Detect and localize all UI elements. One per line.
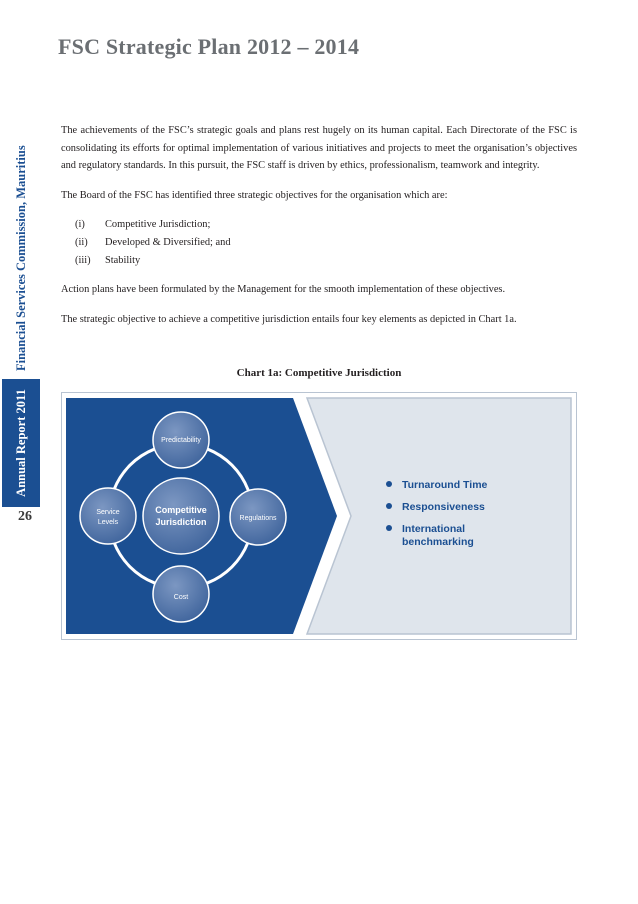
list-item-number: (ii) bbox=[75, 236, 88, 248]
list-item-number: (i) bbox=[75, 219, 85, 231]
node-service-levels bbox=[80, 488, 136, 544]
bullet-international: International bbox=[402, 523, 466, 535]
list-item bbox=[61, 216, 577, 234]
page-title: FSC Strategic Plan 2012 – 2014 bbox=[58, 34, 360, 59]
service-levels-label-line2: Levels bbox=[97, 519, 119, 526]
bullet-dot bbox=[386, 503, 392, 509]
list-item-text: Developed & Diversified; and bbox=[105, 236, 231, 248]
bullet-benchmarking: benchmarking bbox=[402, 536, 474, 548]
body-text bbox=[61, 122, 577, 340]
page-number: 26 bbox=[18, 509, 32, 524]
node-cost bbox=[153, 566, 209, 622]
bullet-responsiveness: Responsiveness bbox=[402, 501, 485, 513]
paragraph-key-elements: The strategic objective to achieve a competitive jurisdiction entails four key elements as depicted in Chart 1a. bbox=[61, 313, 517, 325]
cost-label: Cost bbox=[173, 594, 189, 601]
service-levels-label-line1: Service bbox=[96, 509, 120, 516]
regulations-label: Regulations bbox=[239, 515, 277, 522]
competitive-jurisdiction-diagram bbox=[61, 392, 577, 640]
bullet-turnaround-time: Turnaround Time bbox=[402, 479, 488, 491]
objectives-list bbox=[61, 216, 577, 269]
list-item-text: Stability bbox=[105, 254, 141, 266]
list-item-text: Competitive Jurisdiction; bbox=[105, 219, 211, 231]
paragraph-human-capital: The achievements of the FSC’s strategic goals and plans rest hugely on its human capital. Each Directorate of the FSC is consolidating its efforts for optimal implementation of various initiatives and projects to meet the organisation’s objectives and regulatory standards. In this pursuit, the FSC staff is driven by ethics, professionalism, teamwork and integrity. bbox=[61, 125, 577, 172]
organisation-label: Financial Services Commission, Mauritius bbox=[13, 145, 28, 371]
bullet-dot bbox=[386, 525, 392, 531]
center-label-line2: Jurisdiction bbox=[155, 517, 207, 527]
node-predictability bbox=[153, 412, 209, 468]
list-item bbox=[61, 252, 577, 270]
annual-report-label: Annual Report 2011 bbox=[2, 379, 40, 507]
bullet-dot bbox=[386, 481, 392, 487]
center-circle bbox=[143, 478, 219, 554]
node-regulations bbox=[230, 489, 286, 545]
paragraph-board-objectives: The Board of the FSC has identified three strategic objectives for the organisation which are: bbox=[61, 189, 448, 201]
list-item bbox=[61, 234, 577, 252]
bullet-item bbox=[386, 479, 488, 491]
center-label-line1: Competitive bbox=[155, 505, 207, 515]
chart-title: Chart 1a: Competitive Jurisdiction bbox=[236, 367, 402, 379]
paragraph-action-plans: Action plans have been formulated by the Management for the smooth implementation of these objectives. bbox=[61, 284, 506, 296]
side-running-header bbox=[2, 82, 40, 507]
predictability-label: Predictability bbox=[161, 437, 201, 444]
list-item-number: (iii) bbox=[75, 254, 91, 266]
